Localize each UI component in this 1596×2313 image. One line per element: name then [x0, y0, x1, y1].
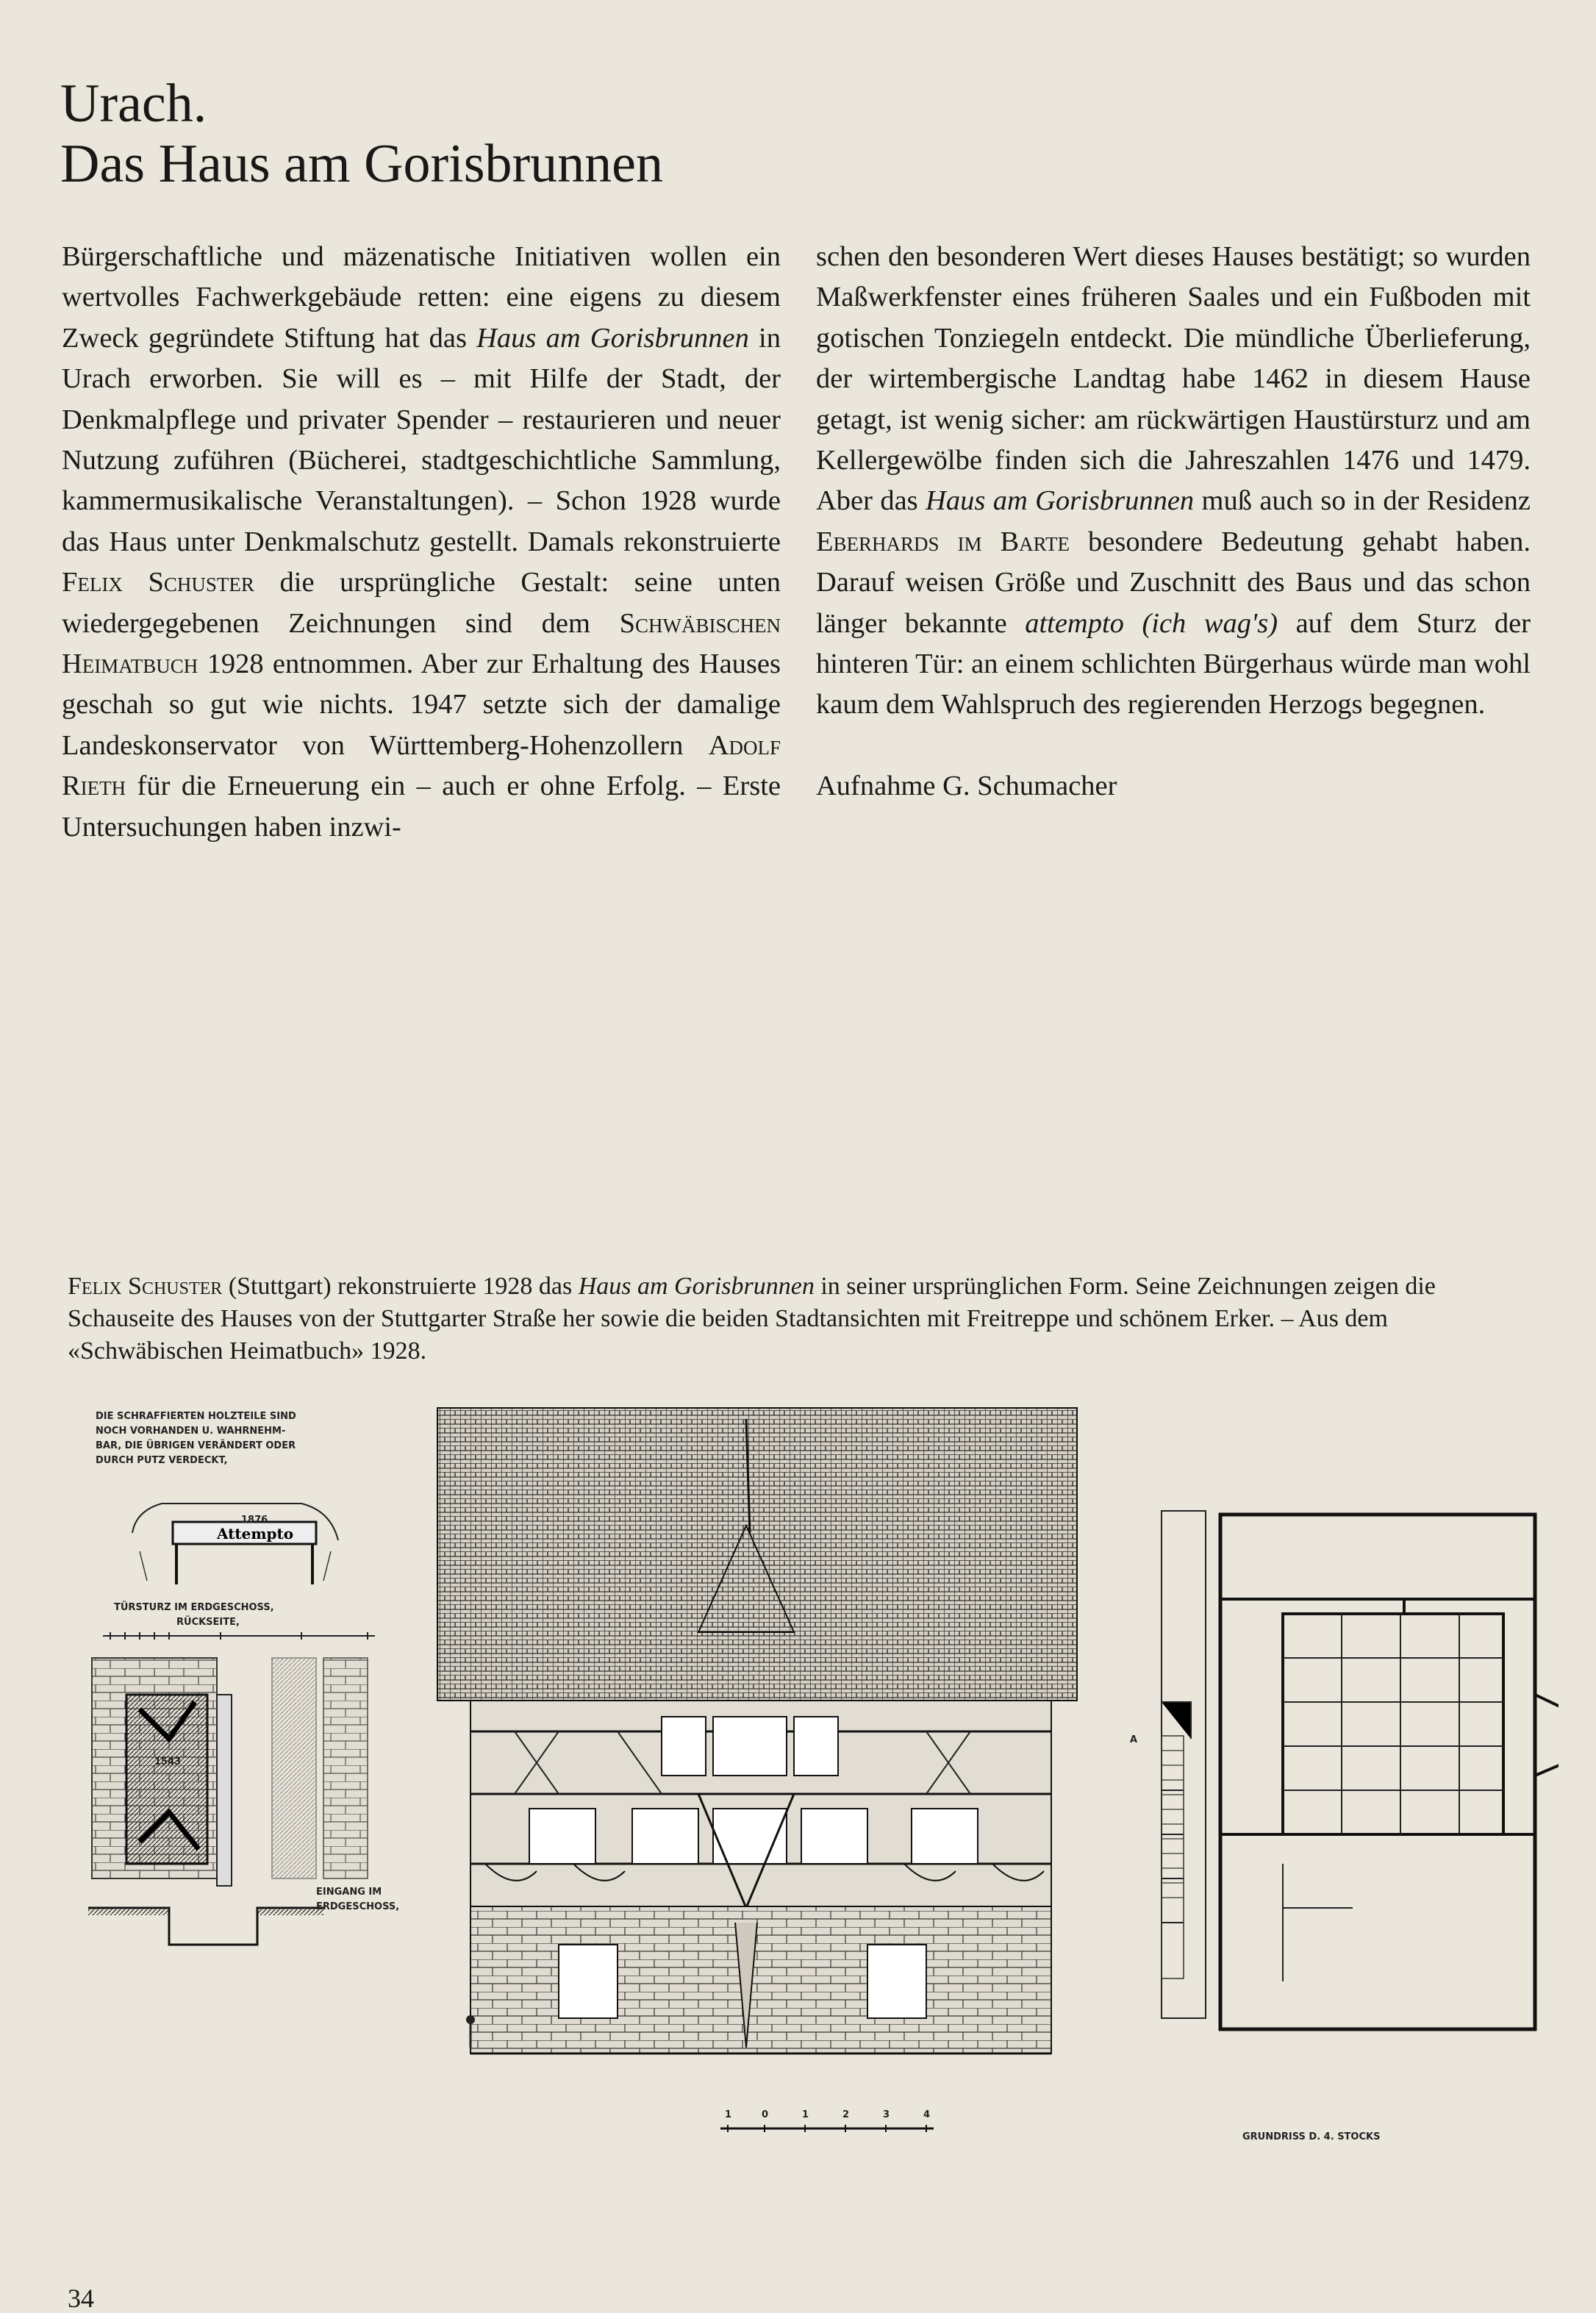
title-line-1: Urach. [60, 74, 207, 134]
entrance-label: EINGANG IM [316, 1887, 382, 1898]
photo-credit: Aufnahme G. Schumacher [816, 770, 1117, 801]
plan-label: GRUNDRISS D. 4. STOCKS [1242, 2131, 1381, 2142]
article-title [60, 74, 663, 194]
drawings-svg [59, 1393, 1559, 2187]
text-run: 1928 entnommen. Aber zur Erhaltung des Hauses geschah so gut wie nichts. 1947 setzte sich der damalige Landeskonservator von Württemberg-Hohenzollern [62, 648, 781, 761]
floor-plan [1130, 1511, 1559, 2142]
lintel-label: RÜCKSEITE, [176, 1617, 240, 1628]
text-run: besondere Bedeutung gehabt haben. Darauf weisen Größe und Zuschnitt des Baus und das schon länger bekannte [816, 526, 1531, 639]
note-line: BAR, DIE ÜBRIGEN VERÄNDERT ODER [96, 1440, 296, 1451]
plan-mark: A [1130, 1734, 1138, 1745]
lintel-word: Attempto [217, 1525, 294, 1542]
entrance-label: ERDGESCHOSS, [316, 1901, 400, 1912]
person-name: Felix Schuster [68, 1273, 223, 1300]
note-line: DIE SCHRAFFIERTEN HOLZTEILE SIND [96, 1411, 296, 1422]
note-text [96, 1411, 296, 1466]
lintel-sketch [103, 1504, 375, 1640]
house-name-italic: Haus am Gorisbrunnen [578, 1273, 815, 1300]
note-line: NOCH VORHANDEN U. WAHRNEHM- [96, 1426, 286, 1437]
person-name: Eberhards im Barte [816, 526, 1070, 557]
house-name-italic: Haus am Gorisbrunnen [926, 485, 1195, 517]
book-title: Schwäbischen Heimatbuch [62, 607, 781, 680]
note-line: DURCH PUTZ VERDECKT, [96, 1455, 228, 1466]
text-run: muß auch so in der Residenz [1194, 485, 1531, 517]
text-column-left [62, 237, 781, 848]
scale-label: 4 [923, 2109, 931, 2120]
caption-text [68, 1270, 1509, 1368]
facade-elevation [437, 1408, 1077, 2053]
house-name-italic: Haus am Gorisbrunnen [476, 322, 749, 354]
text-run: für die Erneuerung ein – auch er ohne Erfolg. – Erste Untersuchungen haben inzwi- [62, 771, 781, 843]
lintel-year: 1876 [241, 1515, 268, 1526]
text-run: die ursprüngliche Gestalt: seine unten wiedergegebenen Zeichnungen sind dem [62, 567, 781, 639]
text-run: schen den besonderen Wert dieses Hauses bestätigt; so wurden Maßwerkfenster eines früheren Saales und ein Fußboden mit gotischen Tonziegeln entdeckt. Die mündliche Überlieferung, der wirtembergische Landtag habe 1462 in diesem Hause getagt, ist wenig sicher: am rückwärtigen Haustürsturz und am Kellergewölbe finden sich die Jahreszahlen 1476 und 1479. Aber das [816, 241, 1531, 517]
scale-label: 2 [842, 2109, 850, 2120]
page-number: 34 [68, 2284, 94, 2313]
motto-italic: attempto (ich wag's) [1025, 607, 1278, 639]
text-run: Bürgerschaftliche und mäzenatische Initiativen wollen ein wertvolles Fachwerkgebäude retten: eine eigens zu diesem Zweck gegründete Stiftung hat das [62, 241, 781, 354]
left-paragraph [62, 237, 781, 848]
text-column-right [816, 237, 1531, 807]
text-run: in Urach erworben. Sie will es – mit Hilfe der Stadt, der Denkmalpflege und privater Spender – restaurieren und neuer Nutzung zuführen (Bücherei, stadtgeschichtliche Sammlung, kammermusikalische Veranstaltungen). – Schon 1928 wurde das Haus unter Denkmalschutz gestellt. Damals rekonstruierte [62, 322, 781, 557]
text-run: (Stuttgart) rekonstruierte 1928 das [222, 1273, 579, 1300]
door-year: 1543 [154, 1756, 182, 1767]
figure-caption [68, 1270, 1509, 1368]
architectural-drawings [59, 1393, 1559, 2187]
person-name: Felix Schuster [62, 567, 254, 598]
doorway-sketch [88, 1658, 399, 1945]
title-line-2: Das Haus am Gorisbrunnen [60, 134, 663, 194]
scale-label: 1 [802, 2109, 809, 2120]
scale-label: 0 [762, 2109, 769, 2120]
right-paragraph [816, 237, 1531, 726]
text-run: in seiner ursprünglichen Form. Seine Zeichnungen zeigen die Schauseite des Hauses von der Stuttgarter Straße her sowie die beiden Stadtansichten mit Freitreppe und schönem Erker. – Aus dem «Schwäbischen Heimatbuch» 1928. [68, 1273, 1436, 1365]
scale-label: 3 [883, 2109, 890, 2120]
text-run: auf dem Sturz der hinteren Tür: an einem schlichten Bürgerhaus würde man wohl kaum dem Wahlspruch des regierenden Herzogs begegnen. [816, 607, 1531, 721]
lintel-label: TÜRSTURZ IM ERDGESCHOSS, [114, 1602, 274, 1613]
scale-bar [720, 2109, 934, 2132]
person-name: Adolf Rieth [62, 729, 781, 802]
scale-label: 1 [725, 2109, 732, 2120]
